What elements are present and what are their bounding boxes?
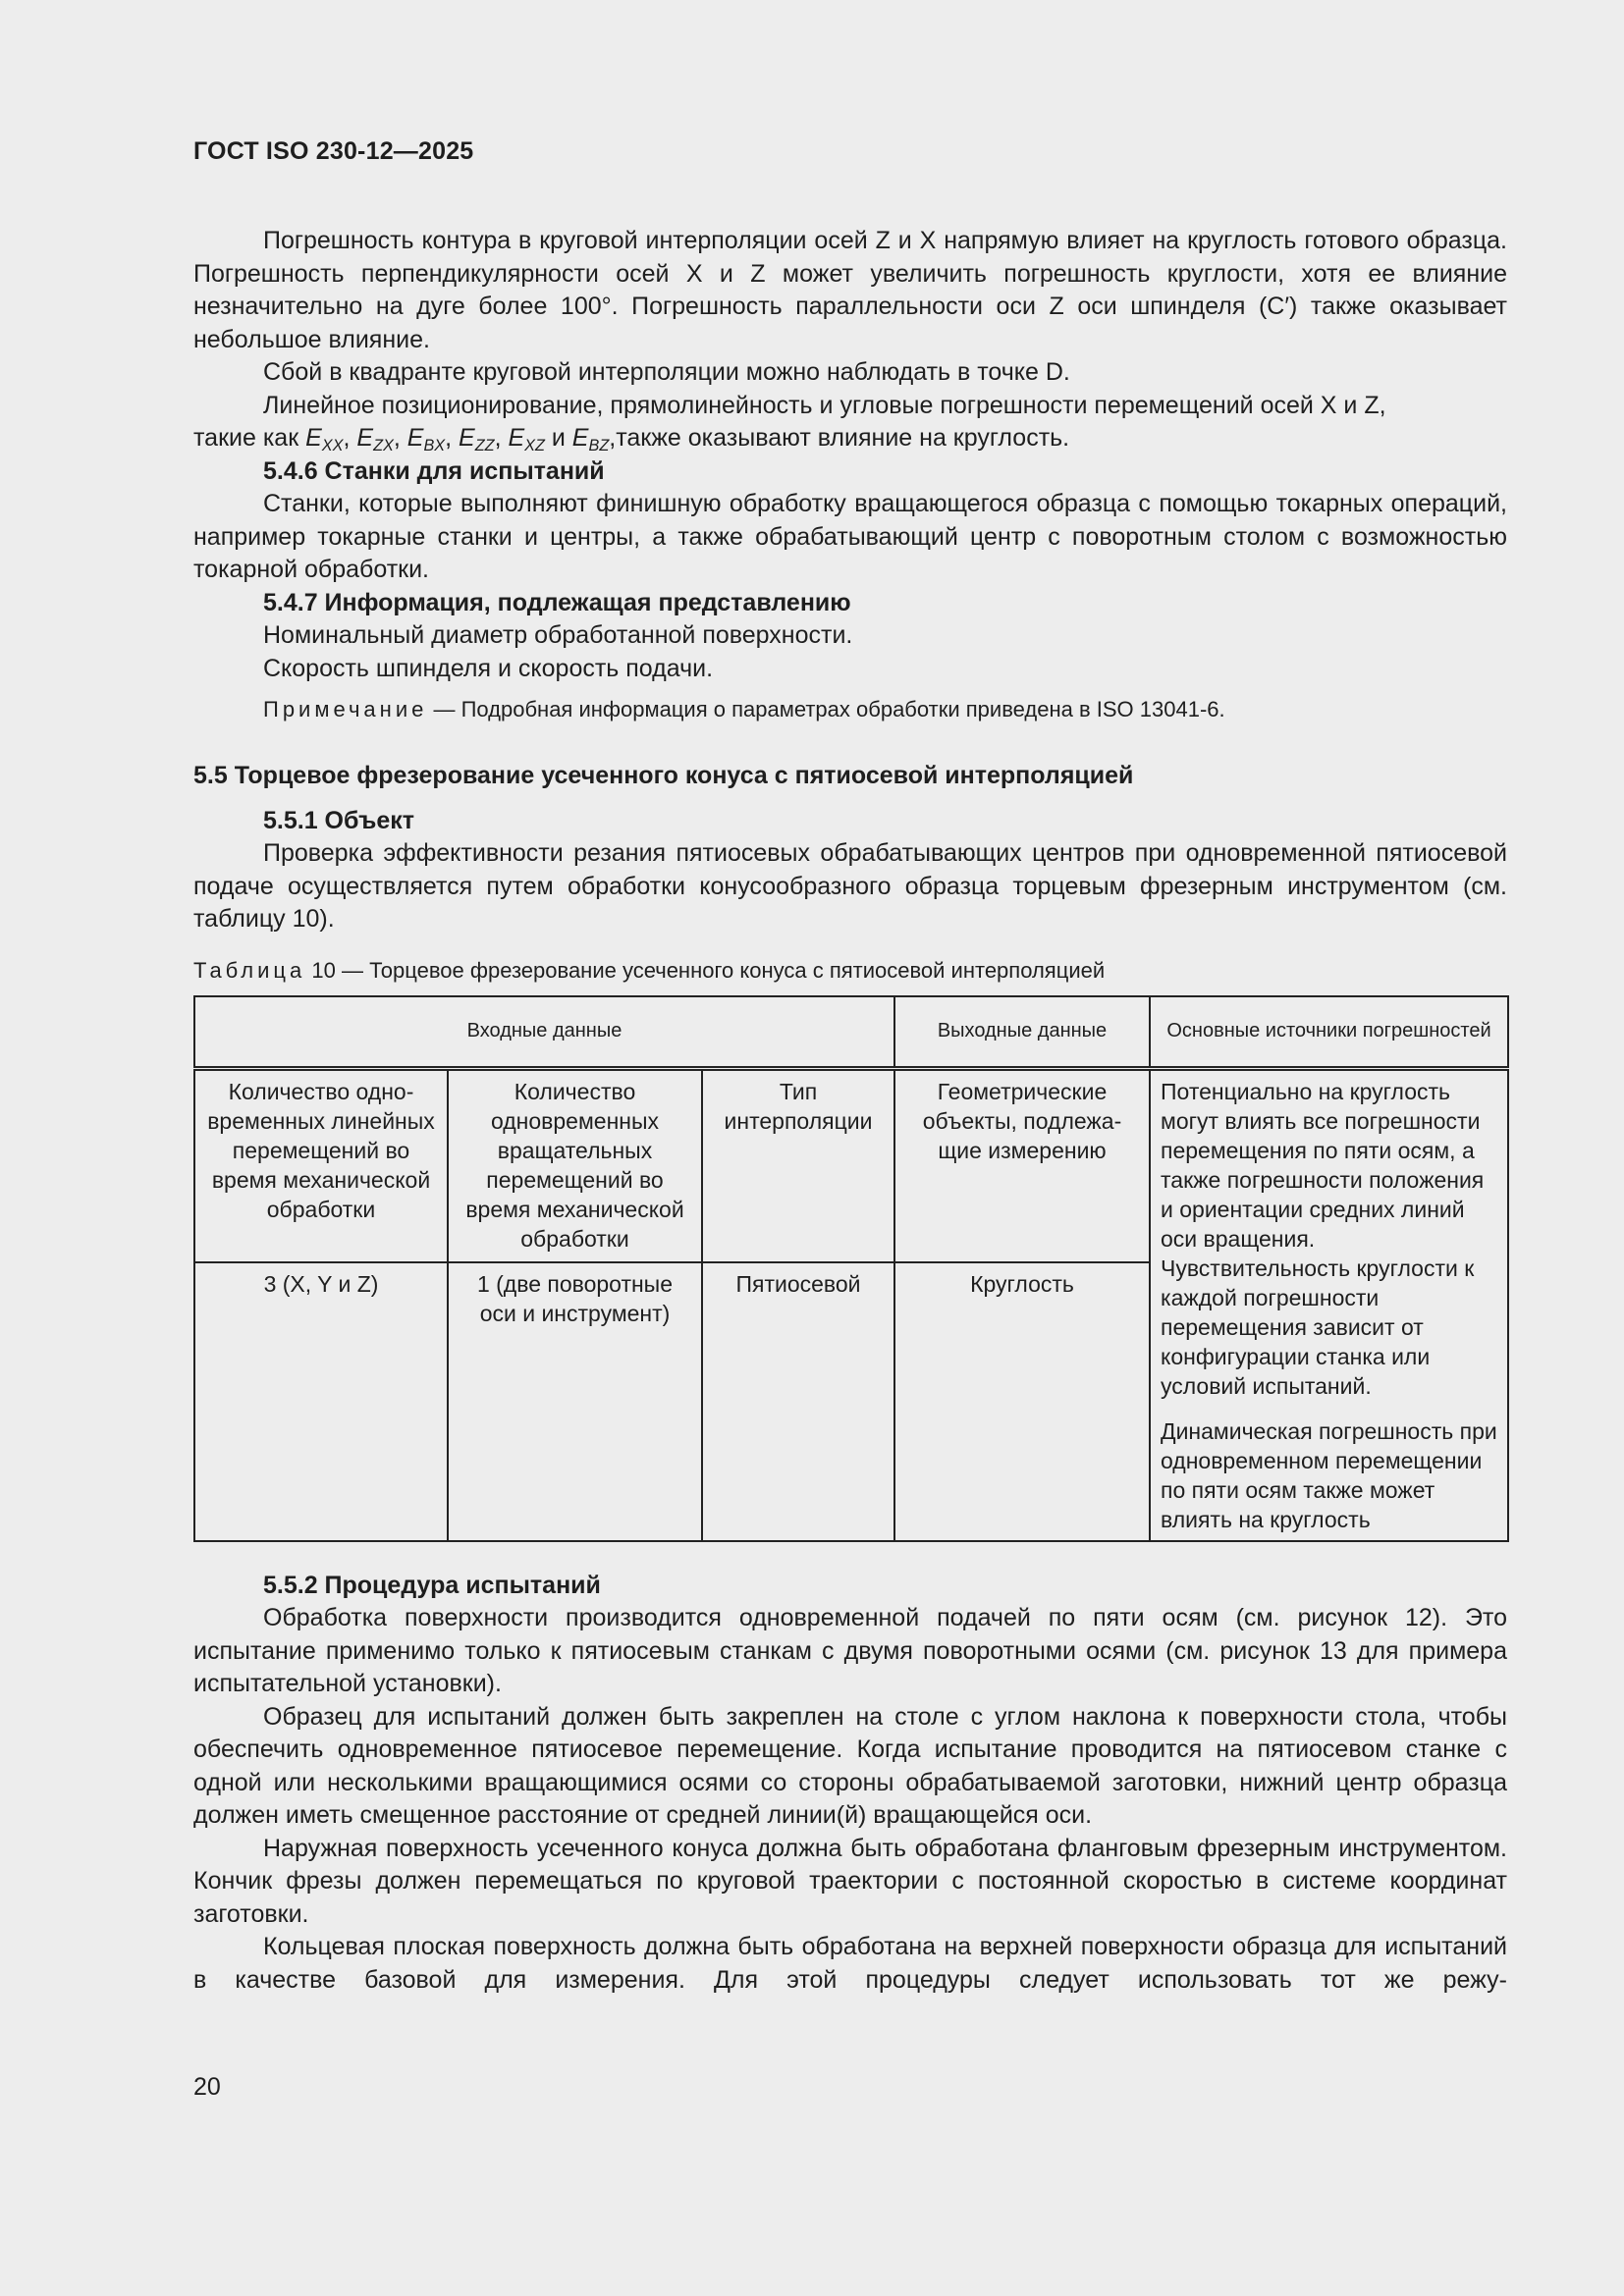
section-5-5-1-text: Проверка эффективности резания пятиосевых обрабатывающих центров при одновременной пятиосевой подаче осуществляется путем обработки конусообразного образца торцевым фрезерным инструментом (см. таблицу 10). bbox=[193, 839, 1507, 933]
subheader-rotary-moves: Количество одновременных вращательных перемещений во время механической обработки bbox=[448, 1068, 702, 1262]
section-5-4-6-text: Станки, которые выполняют финишную обработку вращающегося образца с помощью токарных операций, например токарные станки и центры, а также обрабатывающий центр с поворотным столом с возможностью токарной обработки. bbox=[193, 490, 1507, 583]
subheader-measured-objects: Геометрические объекты, подлежащие измерению bbox=[894, 1068, 1150, 1262]
error-symbol: E bbox=[356, 424, 374, 452]
error-subscript: ZX bbox=[373, 437, 394, 454]
table-caption-text: 10 — Торцевое фрезерование усеченного конуса с пятиосевой интерполяцией bbox=[305, 957, 1106, 983]
header-input-data: Входные данные bbox=[194, 996, 894, 1069]
section-5-4-7-title: 5.4.7 Информация, подлежащая представлению bbox=[263, 588, 851, 616]
subheader-linear-moves: Количество одновременных линейных перемещений во время механической обработки bbox=[194, 1068, 448, 1262]
linear-positioning-and: и bbox=[544, 424, 572, 452]
error-symbol: E bbox=[571, 424, 589, 452]
paragraph-quadrant-glitch: Сбой в квадранте круговой интерполяции можно наблюдать в точке D. bbox=[263, 358, 1070, 386]
header-error-sources: Основные источники погрешностей bbox=[1150, 996, 1508, 1069]
error-subscript: BZ bbox=[588, 437, 610, 454]
section-5-4-7-line1: Номинальный диаметр обработанной поверхности. bbox=[263, 621, 853, 649]
error-subscript: ZZ bbox=[474, 437, 495, 454]
linear-positioning-prefix: такие как bbox=[193, 424, 306, 452]
section-5-5-2-title: 5.5.2 Процедура испытаний bbox=[263, 1571, 601, 1599]
section-5-4-7-line2: Скорость шпинделя и скорость подачи. bbox=[263, 654, 714, 682]
table-caption-label: Таблица bbox=[193, 957, 306, 983]
linear-positioning-suffix: ,также оказывают влияние на круглость. bbox=[609, 424, 1070, 452]
section-5-5-2-p3: Наружная поверхность усеченного конуса должна быть обработана фланговым фрезерным инструментом. Кончик фрезы должен перемещаться по круговой траектории с постоянной скоростью в системе координат заготовки. bbox=[193, 1834, 1507, 1928]
error-symbol: E bbox=[406, 424, 424, 452]
error-sources-paragraph-1: Потенциально на круглость могут влиять все погрешности перемещения по пяти осям, а также погрешности положения и ориентации средних линий оси вращения. Чувствительность круглости к каждой погрешности перемещения зависит от конфигурации станка или условий испытаний. bbox=[1161, 1078, 1485, 1399]
paragraph-contour-error: Погрешность контура в круговой интерполяции осей Z и X напрямую влияет на круглость готового образца. Погрешность перпендикулярности осей X и Z может увеличить погрешность круглости, хотя ее влияние незначительно на дуге более 100°. Погрешность параллельности оси Z оси шпинделя (C′) также оказывает небольшое влияние. bbox=[193, 227, 1507, 353]
error-subscript: XZ bbox=[524, 437, 545, 454]
note bbox=[193, 695, 1507, 724]
table-caption bbox=[193, 956, 1507, 986]
error-subscript: BX bbox=[423, 437, 446, 454]
table-subheader-row bbox=[194, 1068, 1508, 1262]
error-symbol: E bbox=[305, 424, 322, 452]
paragraph-linear-positioning: Линейное позиционирование, прямолинейность и угловые погрешности перемещений осей X и Z, такие как $E_{XX}$, $E_{ZX}$, $E_{BX}$, $E_{ZZ}$, $E_{XZ}$ и $E_{BZ},также$ оказывают влияние на круглость. bbox=[193, 391, 1386, 454]
subheader-interpolation-type: Тип интерполяции bbox=[702, 1068, 894, 1262]
section-5-4-6-title: 5.4.6 Станки для испытаний bbox=[263, 456, 605, 485]
section-5-5-2-p4: Кольцевая плоская поверхность должна быть обработана на верхней поверхности образца для испытаний в качестве базовой для измерения. Для этой процедуры следует использовать тот же режу- bbox=[193, 1933, 1507, 1994]
error-symbol: E bbox=[508, 424, 525, 452]
error-subscript: XX bbox=[321, 437, 344, 454]
header-output-data: Выходные данные bbox=[894, 996, 1150, 1069]
section-5-5-2-p1: Обработка поверхности производится одновременной подачей по пяти осям (см. рисунок 12). Это испытание применимо только к пятиосевым станкам с двумя поворотными осями (см. рисунок 13 для примера испытательной установки). bbox=[193, 1604, 1507, 1697]
section-5-5-2-p2: Образец для испытаний должен быть закреплен на столе с углом наклона к поверхности стола, чтобы обеспечить одновременное пятиосевое перемещение. Когда испытание проводится на пятиосевом станке с одной или несколькими вращающимися осями со стороны обрабатываемой заготовки, нижний центр образца должен иметь смещенное расстояние от средней линии(й) вращающейся оси. bbox=[193, 1702, 1507, 1829]
linear-positioning-line1: Линейное позиционирование, прямолинейность и угловые погрешности перемещений осей X и Z, bbox=[263, 391, 1386, 419]
cell-linear-axes: 3 (X, Y и Z) bbox=[194, 1262, 448, 1541]
error-symbol: E bbox=[459, 424, 475, 452]
cell-error-sources bbox=[1150, 1068, 1508, 1541]
document-header: ГОСТ ISO 230-12—2025 bbox=[193, 137, 474, 165]
cell-measured-object: Круглость bbox=[894, 1262, 1150, 1541]
error-sources-paragraph-2: Динамическая погрешность при одновременном перемещении по пяти осям также может влиять на круглость bbox=[1161, 1417, 1497, 1532]
cell-rotary-axes: 1 (две поворотные оси и инструмент) bbox=[448, 1262, 702, 1541]
note-text: — Подробная информация о параметрах обработки приведена в ISO 13041-6. bbox=[427, 697, 1225, 721]
section-5-5-title: 5.5 Торцевое фрезерование усеченного конуса с пятиосевой интерполяцией bbox=[193, 762, 1134, 789]
page-number: 20 bbox=[193, 2073, 221, 2101]
section-5-5-1-title: 5.5.1 Объект bbox=[263, 806, 414, 834]
table-10 bbox=[193, 995, 1509, 1542]
cell-interpolation: Пятиосевой bbox=[702, 1262, 894, 1541]
note-label: Примечание bbox=[263, 697, 428, 721]
page-content bbox=[193, 137, 1507, 1997]
table-header-row bbox=[194, 996, 1508, 1069]
